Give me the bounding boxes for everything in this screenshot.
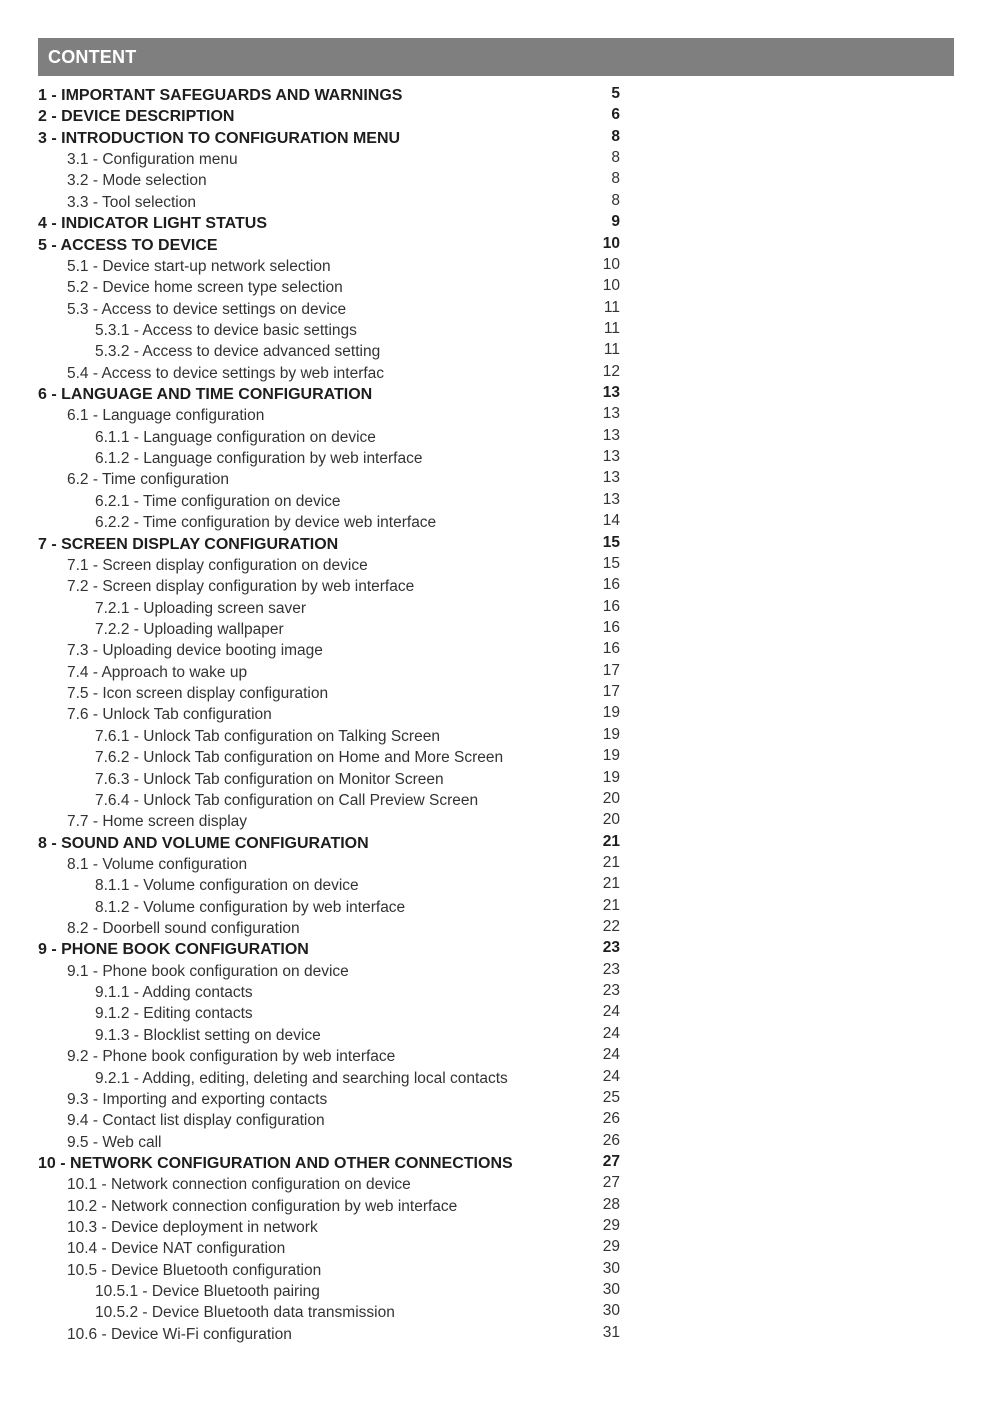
toc-entry-page-number: 29	[602, 1217, 620, 1235]
toc-entry-page-number: 9	[611, 213, 620, 231]
toc-entry-title: 9.2.1 - Adding, editing, deleting and searching local contacts	[95, 1069, 508, 1087]
toc-entry-page-number: 31	[602, 1323, 620, 1341]
toc-entry-page-number: 19	[602, 725, 620, 743]
toc-entry-page-number: 15	[602, 554, 620, 572]
toc-section-entry[interactable]	[38, 1132, 628, 1153]
toc-entry-title: 1 - IMPORTANT SAFEGUARDS AND WARNINGS	[38, 87, 403, 104]
toc-chapter-entry[interactable]	[38, 85, 628, 106]
toc-entry-page-number: 13	[602, 448, 620, 466]
toc-section-entry[interactable]	[38, 640, 628, 661]
toc-entry-page-number: 17	[602, 683, 620, 701]
toc-entry-page-number: 21	[602, 853, 620, 871]
toc-entry-title: 3.2 - Mode selection	[67, 172, 207, 190]
toc-entry-page-number: 19	[602, 768, 620, 786]
toc-chapter-entry[interactable]	[38, 939, 628, 960]
toc-subsection-entry[interactable]	[38, 427, 628, 448]
toc-entry-title: 6.2 - Time configuration	[67, 471, 229, 489]
toc-section-entry[interactable]	[38, 811, 628, 832]
toc-section-entry[interactable]	[38, 854, 628, 875]
toc-entry-page-number: 16	[602, 576, 620, 594]
toc-entry-title: 7 - SCREEN DISPLAY CONFIGURATION	[38, 535, 339, 553]
toc-section-entry[interactable]	[38, 1196, 628, 1217]
toc-entry-page-number: 22	[602, 918, 620, 936]
toc-entry-title: 5.3.2 - Access to device advanced setting	[95, 343, 381, 361]
toc-entry-title: 9.1.1 - Adding contacts	[95, 984, 253, 1002]
toc-entry-title: 7.2.1 - Uploading screen saver	[95, 599, 307, 617]
toc-entry-page-number: 14	[602, 512, 620, 530]
content-header-bar	[38, 38, 954, 76]
toc-entry-page-number: 21	[602, 832, 620, 850]
toc-entry-page-number: 19	[602, 747, 620, 765]
toc-chapter-entry[interactable]	[38, 235, 628, 256]
toc-entry-title: 9.2 - Phone book configuration by web interface	[67, 1048, 396, 1066]
toc-chapter-entry[interactable]	[38, 106, 628, 127]
toc-entry-title: 8 - SOUND AND VOLUME CONFIGURATION	[38, 834, 369, 852]
toc-entry-title: 10.6 - Device Wi-Fi configuration	[67, 1325, 292, 1343]
toc-entry-title: 5.3 - Access to device settings on device	[67, 300, 347, 318]
table-of-contents	[38, 85, 628, 1345]
toc-entry-page-number: 16	[602, 618, 620, 636]
toc-entry-page-number: 10	[602, 255, 620, 273]
toc-chapter-entry[interactable]	[38, 384, 628, 405]
toc-subsection-entry[interactable]	[38, 726, 628, 747]
toc-entry-title: 8.2 - Doorbell sound configuration	[67, 920, 300, 938]
toc-subsection-entry[interactable]	[38, 790, 628, 811]
toc-section-entry[interactable]	[38, 1089, 628, 1110]
toc-entry-title: 7.6.3 - Unlock Tab configuration on Monitor Screen	[95, 770, 444, 788]
toc-entry-page-number: 23	[602, 939, 620, 957]
toc-entry-title: 10.1 - Network connection configuration on device	[67, 1176, 411, 1194]
toc-subsection-entry[interactable]	[38, 747, 628, 768]
toc-chapter-entry[interactable]	[38, 1153, 628, 1174]
toc-entry-title: 6.1.1 - Language configuration on device	[95, 428, 376, 446]
toc-entry-page-number: 16	[602, 640, 620, 658]
toc-entry-page-number: 15	[602, 533, 620, 551]
toc-section-entry[interactable]	[38, 662, 628, 683]
toc-entry-page-number: 5	[611, 85, 620, 102]
toc-entry-title: 10.5 - Device Bluetooth configuration	[67, 1261, 322, 1279]
toc-subsection-entry[interactable]	[38, 1025, 628, 1046]
toc-subsection-entry[interactable]	[38, 1068, 628, 1089]
toc-section-entry[interactable]	[38, 405, 628, 426]
toc-entry-title: 9.1 - Phone book configuration on device	[67, 962, 349, 980]
toc-subsection-entry[interactable]	[38, 619, 628, 640]
toc-entry-title: 6 - LANGUAGE AND TIME CONFIGURATION	[38, 386, 373, 404]
toc-section-entry[interactable]	[38, 1238, 628, 1259]
toc-entry-page-number: 23	[602, 982, 620, 1000]
toc-section-entry[interactable]	[38, 192, 628, 213]
toc-section-entry[interactable]	[38, 149, 628, 170]
toc-entry-title: 10.3 - Device deployment in network	[67, 1219, 318, 1237]
toc-entry-page-number: 26	[602, 1110, 620, 1128]
toc-entry-page-number: 24	[602, 1003, 620, 1021]
toc-section-entry[interactable]	[38, 1260, 628, 1281]
toc-section-entry[interactable]	[38, 469, 628, 490]
toc-entry-page-number: 27	[602, 1152, 620, 1170]
toc-chapter-entry[interactable]	[38, 534, 628, 555]
toc-entry-title: 6.1 - Language configuration	[67, 407, 265, 425]
toc-entry-title: 5.1 - Device start-up network selection	[67, 257, 331, 275]
toc-entry-title: 10.4 - Device NAT configuration	[67, 1240, 286, 1258]
toc-subsection-entry[interactable]	[38, 448, 628, 469]
toc-entry-title: 7.6.4 - Unlock Tab configuration on Call Preview Screen	[95, 791, 479, 809]
toc-section-entry[interactable]	[38, 1110, 628, 1131]
toc-entry-page-number: 17	[602, 661, 620, 679]
toc-entry-title: 9.4 - Contact list display configuration	[67, 1112, 325, 1130]
toc-section-entry[interactable]	[38, 363, 628, 384]
toc-subsection-entry[interactable]	[38, 341, 628, 362]
toc-section-entry[interactable]	[38, 683, 628, 704]
toc-entry-page-number: 8	[611, 127, 620, 145]
toc-entry-title: 6.2.1 - Time configuration on device	[95, 492, 341, 510]
toc-entry-title: 5.3.1 - Access to device basic settings	[95, 321, 357, 339]
toc-entry-title: 7.3 - Uploading device booting image	[67, 642, 323, 660]
toc-entry-page-number: 11	[603, 319, 620, 337]
toc-entry-title: 9.3 - Importing and exporting contacts	[67, 1090, 328, 1108]
toc-entry-page-number: 13	[602, 405, 620, 423]
toc-entry-page-number: 11	[603, 298, 620, 316]
toc-section-entry[interactable]	[38, 1174, 628, 1195]
toc-entry-page-number: 21	[602, 896, 620, 914]
toc-entry-title: 7.2 - Screen display configuration by web interface	[67, 578, 415, 596]
toc-entry-page-number: 30	[602, 1302, 620, 1320]
toc-entry-title: 7.5 - Icon screen display configuration	[67, 685, 329, 703]
toc-entry-title: 9.5 - Web call	[67, 1133, 162, 1151]
toc-entry-page-number: 24	[602, 1046, 620, 1064]
toc-entry-title: 3 - INTRODUCTION TO CONFIGURATION MENU	[38, 129, 401, 147]
toc-section-entry[interactable]	[38, 1046, 628, 1067]
toc-entry-page-number: 21	[602, 875, 620, 893]
toc-subsection-entry[interactable]	[38, 1302, 628, 1323]
toc-entry-page-number: 11	[603, 341, 620, 359]
toc-entry-title: 10 - NETWORK CONFIGURATION AND OTHER CONNECTIONS	[38, 1154, 513, 1172]
toc-chapter-entry[interactable]	[38, 213, 628, 234]
toc-section-entry[interactable]	[38, 299, 628, 320]
toc-section-entry[interactable]	[38, 961, 628, 982]
toc-entry-page-number: 24	[602, 1024, 620, 1042]
toc-entry-title: 5.4 - Access to device settings by web interfac	[67, 364, 385, 382]
toc-entry-page-number: 25	[602, 1088, 620, 1106]
toc-entry-page-number: 10	[602, 277, 620, 295]
toc-entry-page-number: 8	[611, 191, 620, 209]
toc-entry-page-number: 27	[602, 1174, 620, 1192]
toc-entry-page-number: 19	[602, 704, 620, 722]
toc-chapter-entry[interactable]	[38, 833, 628, 854]
toc-entry-page-number: 13	[602, 469, 620, 487]
toc-entry-title: 3.1 - Configuration menu	[67, 151, 238, 169]
page-title: CONTENT	[48, 46, 137, 67]
toc-entry-title: 10.2 - Network connection configuration by web interface	[67, 1197, 458, 1215]
toc-section-entry[interactable]	[38, 576, 628, 597]
toc-section-entry[interactable]	[38, 704, 628, 725]
toc-entry-title: 4 - INDICATOR LIGHT STATUS	[38, 215, 268, 233]
toc-entry-title: 8.1.1 - Volume configuration on device	[95, 877, 359, 895]
toc-entry-title: 3.3 - Tool selection	[67, 193, 196, 211]
toc-entry-page-number: 26	[602, 1131, 620, 1149]
toc-entry-title: 7.7 - Home screen display	[67, 813, 248, 831]
toc-entry-title: 7.6.2 - Unlock Tab configuration on Home and More Screen	[95, 749, 504, 767]
toc-entry-page-number: 8	[611, 170, 620, 188]
toc-section-entry[interactable]	[38, 170, 628, 191]
toc-entry-title: 7.6.1 - Unlock Tab configuration on Talking Screen	[95, 727, 440, 745]
toc-entry-title: 9 - PHONE BOOK CONFIGURATION	[38, 941, 309, 959]
toc-entry-page-number: 28	[602, 1195, 620, 1213]
toc-entry-page-number: 29	[602, 1238, 620, 1256]
toc-entry-title: 8.1 - Volume configuration	[67, 855, 248, 873]
toc-subsection-entry[interactable]	[38, 1281, 628, 1302]
toc-entry-page-number: 13	[602, 490, 620, 508]
toc-section-entry[interactable]	[38, 1217, 628, 1238]
toc-section-entry[interactable]	[38, 256, 628, 277]
toc-subsection-entry[interactable]	[38, 598, 628, 619]
toc-entry-title: 7.6 - Unlock Tab configuration	[67, 706, 272, 724]
toc-entry-page-number: 23	[602, 960, 620, 978]
toc-entry-page-number: 30	[602, 1259, 620, 1277]
toc-entry-title: 5 - ACCESS TO DEVICE	[38, 236, 218, 254]
toc-entry-title: 7.4 - Approach to wake up	[67, 663, 248, 681]
toc-entry-page-number: 20	[602, 789, 620, 807]
toc-subsection-entry[interactable]	[38, 769, 628, 790]
toc-entry-title: 6.2.2 - Time configuration by device web interface	[95, 514, 437, 532]
toc-entry-title: 10.5.2 - Device Bluetooth data transmission	[95, 1304, 395, 1322]
toc-entry-title: 6.1.2 - Language configuration by web interface	[95, 450, 423, 468]
toc-entry-page-number: 6	[611, 106, 620, 124]
toc-section-entry[interactable]	[38, 918, 628, 939]
toc-entry-title: 9.1.3 - Blocklist setting on device	[95, 1026, 321, 1044]
toc-subsection-entry[interactable]	[38, 982, 628, 1003]
toc-entry-title: 8.1.2 - Volume configuration by web interface	[95, 898, 406, 916]
toc-entry-title: 9.1.2 - Editing contacts	[95, 1005, 253, 1023]
toc-subsection-entry[interactable]	[38, 1003, 628, 1024]
toc-entry-page-number: 12	[602, 362, 620, 380]
toc-entry-title: 5.2 - Device home screen type selection	[67, 279, 343, 297]
toc-entry-title: 7.2.2 - Uploading wallpaper	[95, 620, 284, 638]
toc-subsection-entry[interactable]	[38, 875, 628, 896]
toc-section-entry[interactable]	[38, 277, 628, 298]
toc-entry-title: 2 - DEVICE DESCRIPTION	[38, 108, 235, 126]
toc-entry-page-number: 13	[602, 426, 620, 444]
toc-subsection-entry[interactable]	[38, 320, 628, 341]
toc-entry-page-number: 30	[602, 1281, 620, 1299]
toc-section-entry[interactable]	[38, 555, 628, 576]
toc-entry-page-number: 20	[602, 811, 620, 829]
toc-entry-title: 7.1 - Screen display configuration on device	[67, 556, 368, 574]
toc-subsection-entry[interactable]	[38, 491, 628, 512]
toc-chapter-entry[interactable]	[38, 128, 628, 149]
toc-entry-title: 10.5.1 - Device Bluetooth pairing	[95, 1283, 320, 1301]
toc-entry-page-number: 10	[602, 234, 620, 252]
toc-entry-page-number: 24	[602, 1067, 620, 1085]
toc-subsection-entry[interactable]	[38, 897, 628, 918]
toc-entry-page-number: 16	[602, 597, 620, 615]
toc-section-entry[interactable]	[38, 1324, 628, 1345]
toc-entry-page-number: 13	[602, 384, 620, 402]
toc-entry-page-number: 8	[611, 149, 620, 167]
toc-subsection-entry[interactable]	[38, 512, 628, 533]
